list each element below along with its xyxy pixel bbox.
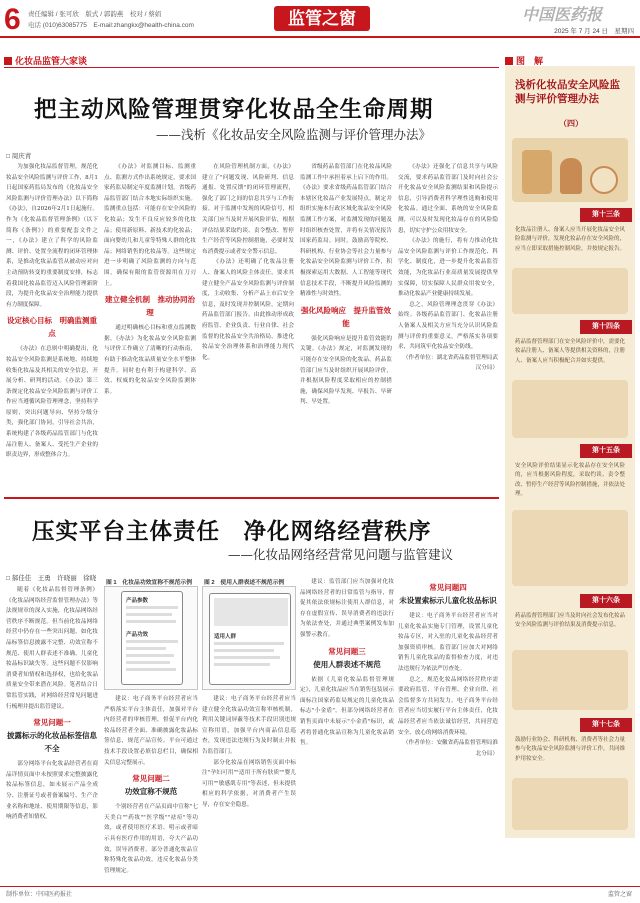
sidebar-text: 鼓励行业协会、科研机构、消费者等社会力量参与化妆品安全风险监测与评价工作，共同维护用妆安全。	[515, 737, 626, 762]
ribbon-article-15: 第十五条	[580, 444, 632, 458]
illustration	[512, 510, 628, 586]
ribbon-article-14: 第十四条	[580, 320, 632, 334]
article1-title: 把主动风险管理贯穿化妆品全生命周期	[34, 97, 434, 123]
footer-right: 监管之窗	[607, 892, 632, 898]
article2-column-2: 建议：电子商务平台经营者应当严格落实平台主体责任，加强对平台内经营者的审核管理，督促平台内化妆品经营者全面、准确披露化妆品标签信息，规范产品宣传。平台可通过技术手段设置必填信息栏目，确保相关信息完整展示。 常见问题二 功效宣称不规范 个别经营者在产品页面中宣称"七天美白""药妆""医学级""祛痘"等功效，或者使用医疗术语、明示或者暗示具有医疗作用的用语，夸大产品功效，误导消费者。部分普通化妆品宣称特殊化妆品功效，违反化妆品分类管理规定。	[104, 696, 198, 874]
section-tag: 化妆品监管大家谈	[4, 54, 87, 67]
square-icon	[4, 57, 12, 65]
subhead: 未设置索标示儿童化妆品标识	[399, 596, 497, 605]
page-footer	[0, 886, 640, 903]
column-name: 监管之窗	[274, 6, 370, 31]
article1-column-3: 在风险管理机制方面，《办法》建立了"问题发现、风险研判、信息通报、处置反馈"的闭环管理流程，强化了部门之间的信息共享与工作衔接。对于监测中发现的风险信号，相关部门应当及时开展风险评估，根据评估结果采取约谈、责令整改、暂停生产经营等风险控制措施，必要时发布消费提示或者安全警示信息。 《办法》还明确了化妆品注册人、备案人的风险主体责任，要求其建立健全产品安全风险监测与评价制度，主动收集、分析产品上市后安全信息，及时发现并控制风险，定期向药品监管部门报告。由此推动形成政府监管、企业负责、行业自律、社会监督的化妆品安全共治格局，推进化妆品安全治理体系和治理能力现代化。	[202, 164, 294, 361]
newspaper-brand: 中国医药报	[522, 5, 603, 24]
article1-column-5: 《办法》还强化了信息共享与风险交流，要求药品监管部门及时向社会公开化妆品安全风险监测结果和风险提示信息，引导消费者科学理性选购和使用化妆品。通过全面、系统的安全风险监测，可以及时发现化妆品存在的风险隐患，切实守护公众用妆安全。 《办法》的施行，将有力推动化妆品安全风险监测与评价工作规范化、科学化、制度化，进一步提升化妆品监管效能，为化妆品行业高质量发展提供坚实保障，切实保障人民群众用妆安全，推动化妆品产业健康持续发展。 总之，风险管理理念贯穿《办法》始终。各级药品监管部门、化妆品注册人备案人及相关方应当充分认识风险监测与评价的重要意义，严格落实各项要求，共同筑牢化妆品安全防线。 （作者单位：湖北省药品监督管理局武汉分局）	[398, 162, 498, 490]
illustration	[512, 778, 628, 830]
article1-column-4: 省级药品监管部门在化妆品风险监测工作中承担着承上启下的作用。《办法》要求省级药品监管部门结合本辖区化妆品产业发展特点，制定并组织实施本行政区域化妆品安全风险监测工作方案，对监测发现的问题及时组织核查处置，并将有关情况报告国家药监局。同时，鼓励高等院校、科研机构、行业协会等社会力量参与化妆品安全风险监测与评价工作，积极探索运用大数据、人工智能等现代信息技术手段，不断提升风险监测的精准性与时效性。 强化风险响应 提升监管效能 强化风险响应是提升监管效能的关键。《办法》规定，对监测发现的可能存在安全风险的化妆品，药品监管部门应当及时组织开展风险评价，并根据风险程度采取相应的控制措施，确保风险早发现、早报告、早研判、早处置。	[300, 164, 392, 406]
subhead: 常见问题四	[429, 583, 467, 592]
article1-author: （作者单位：湖北省药品监督管理局武汉分局）	[402, 354, 498, 372]
ribbon-article-17: 第十七条	[580, 718, 632, 732]
illustration	[512, 380, 628, 438]
square-icon	[505, 57, 513, 65]
article2-byline: □ 郝佳佳 王勇 许晓丽 徐晓	[6, 575, 97, 582]
illustration	[512, 268, 628, 314]
figure-2	[202, 586, 296, 690]
article1-column-1: 为加强化妆品监督管理，规范化妆品安全风险监测与评价工作，8月1日起国家药监局发布的《化妆品安全风险监测与评价管理办法》以下简称《办法》，自2026年2月1日起施行。作为《化妆品监督管理条例》（以下简称《条例》）的重要配套文件之一，《办法》建立了科学的风险监测、评价、处置全流程的闭环管理体系，是推动化妆品监管从被动应对向主动预防转变的重要制度安排，标志着我国化妆品监管迈入风险管理新阶段，为提升化妆品安全治理能力提供有力制度保障。 设定核心目标 明确监测重点 《办法》在总则中明确提出，化妆品安全风险监测是系统地、持续地收集化妆品及其相关的安全信息，开展分析、研判的活动。《办法》第三条规定化妆品安全风险监测与评价工作应当遵循风险管理理念，坚持科学原则，突出问题导向、坚持分级分类，强化部门协同，引导社会共治，系统构建了各级药品监管部门与化妆品注册人、备案人、受托生产企业的职责边界，形成整体合力。	[6, 164, 98, 459]
article1-subtitle: ——浅析《化妆品安全风险监测与评价管理办法》	[156, 127, 432, 142]
edit-line: 责任编辑 / 张可欣 版式 / 郭韵燕 校对 / 蔡娟	[28, 11, 162, 18]
footer-left: 制作单位：中国医药报社	[6, 892, 73, 898]
sidebar-header: 图 解	[505, 54, 543, 67]
illustration	[512, 138, 628, 202]
divider	[4, 497, 499, 499]
sidebar-text: 药品监督管理部门在安全风险评价中，需要化妆品注册人、备案人等提供相关资料的，注册人、备案人应当积极配合并如实提供。	[515, 339, 626, 364]
subhead: 强化风险响应 提升监管效能	[301, 305, 391, 328]
subhead: 披露标示的化妆品标签信息不全	[7, 731, 97, 754]
page-number: 6	[4, 3, 21, 36]
article1-byline: □ 周庆青	[6, 153, 32, 160]
divider	[4, 67, 499, 68]
article2-column-1: 随着《化妆品监督管理条例》《化妆品网络经营监督管理办法》等法规规章的深入实施，化妆品网络经营秩序不断规范。但当前化妆品网络经营中仍存在一些突出问题，如化妆品标签信息披露不完整、功效宣称不规范、使用人群表述不准确、儿童化妆品标识缺失等。这些问题不仅影响消费者知情权和选择权，也给化妆品质量安全带来潜在风险。笔者结合日常监管实践，对网络经营常见问题进行梳理并提出监管建议。 常见问题一 披露标示的化妆品标签信息不全 部分网络平台化妆品经营者在商品详情页面中未按照要求完整披露化妆品标签信息，如未展示产品全成分、注册证号或者备案编号、生产企业名称和地址、使用期限等信息，影响消费者知情权。	[6, 587, 98, 821]
issue-date: 2025 年 7 月 24 日 星期四	[554, 28, 634, 35]
subhead: 使用人群表述不规范	[313, 659, 381, 669]
figure-1	[104, 586, 198, 690]
sidebar-title: 浅析化妆品安全风险监测与评价管理办法	[515, 79, 620, 105]
subhead: 常见问题三	[328, 646, 366, 656]
article2-subtitle: ——化妆品网络经营常见问题与监管建议	[228, 547, 454, 562]
article2-column-4: 建议：监管部门应当加强对化妆品网络经营者的日常监管与指导，督促其依法依规标注使用人群信息，对存在虚假宣传、误导消费者的违法行为依法查处，并通过典型案例发布加强警示教育。 常见问题三 使用人群表述不规范 依据《儿童化妆品监督管理规定》，儿童化妆品应当在销售包装展示面标注国家药监局规定的儿童化妆品标志"小金盾"。但部分网络经营者在销售页面中未展示"小金盾"标识，或者将普通化妆品宣称为儿童化妆品销售。	[300, 579, 394, 747]
phone-screenshot: 产品参数 产品功效	[121, 591, 183, 685]
sidebar-text: 化妆品注册人、备案人应当开展化妆品安全风险监测与评价，发现化妆品存在安全风险的，应当立即采取措施控制风险，并按规定报告。	[515, 227, 626, 252]
ribbon-article-16: 第十六条	[580, 594, 632, 608]
ribbon-article-13: 第十三条	[580, 208, 632, 222]
sidebar-text: 药品监督管理部门应当及时向社会发布化妆品安全风险监测与评价结果及消费提示信息。	[515, 613, 626, 629]
article1-column-2: 《办法》对监测目标、监测重点、监测方式作出系统规定，要求国家药监局制定年度监测计划，省级药品监管部门结合本地实际组织实施。监测重点包括：可能存在安全风险的化妆品；发生不良反应较多的化妆品；使用新原料、新技术的化妆品；面向婴幼儿和儿童等特殊人群的化妆品；网络销售的化妆品等。这些规定进一步明确了风险监测的方向与范围，确保有限的监管资源用在刀刃上。 建立健全机制 推动协同治理 通过明确核心目标和重点监测数据，《办法》为化妆品安全风险监测与评价工作确立了清晰的行动指南，有助于推动化妆品质量安全水平整体提升。同时也有利于构建科学、高效、权威的化妆品安全风险监测体系。	[104, 164, 196, 395]
phone-screenshot: 适用人群	[209, 593, 291, 685]
sidebar-subtitle: （四）	[559, 119, 583, 128]
masthead	[0, 0, 640, 38]
article2-column-3: 建议：电子商务平台经营者应当建立健全化妆品功效宣称审核机制，利用关键词屏蔽等技术手段识别违规宣称用语，加强平台内商品信息巡查，发现违法违规行为及时制止并报告监管部门。 部分化妆品在网络销售页面中标注"孕妇可用""适用于所有肤质""婴儿可用""敏感肌专用"等表述，但未提供相应的科学依据，对消费者产生误导，存在安全隐患。	[202, 696, 296, 808]
article2-title: 压实平台主体责任 净化网络经营秩序	[32, 519, 432, 545]
sidebar-text: 安全风险评价结果显示化妆品存在安全风险的，应当根据风险程度，采取约谈、责令整改、暂停生产经营等风险控制措施，并依法处理。	[515, 463, 626, 498]
article2-author: （作者单位：安徽省药品监督管理局淮北分局）	[402, 740, 498, 757]
article2-column-5: 常见问题四 未设置索标示儿童化妆品标识 建议：电子商务平台经营者应当对儿童化妆品实施专门管理，设置儿童化妆品专区，对入驻的儿童化妆品经营者加强资质审核。监管部门应加大对网络销售儿童化妆品的监督检查力度，对违法违规行为依法严厉查处。 总之，规范化妆品网络经营秩序需要政府监管、平台管理、企业自律、社会监督多方共同发力。电子商务平台经营者应当切实履行平台主体责任，化妆品经营者应当依法诚信经营，共同营造安全、放心的网络消费环境。 （作者单位：安徽省药品监督管理局淮北分局）	[398, 577, 498, 881]
subhead: 常见问题二	[132, 774, 170, 784]
subhead: 常见问题一	[33, 718, 71, 728]
subhead: 设定核心目标 明确监测重点	[7, 316, 97, 339]
subhead: 建立健全机制 推动协同治理	[105, 295, 195, 318]
subhead: 功效宣称不规范	[124, 787, 178, 797]
contact-line: 电话 (010)63085775 E-mail:zhangkx@health-china.com	[28, 22, 194, 29]
illustration	[512, 650, 628, 710]
figure-2-caption: 图 2 使用人群表述不规范示例	[204, 580, 285, 586]
figure-1-caption: 图 1 化妆品功效宣称不规范示例	[106, 580, 192, 586]
